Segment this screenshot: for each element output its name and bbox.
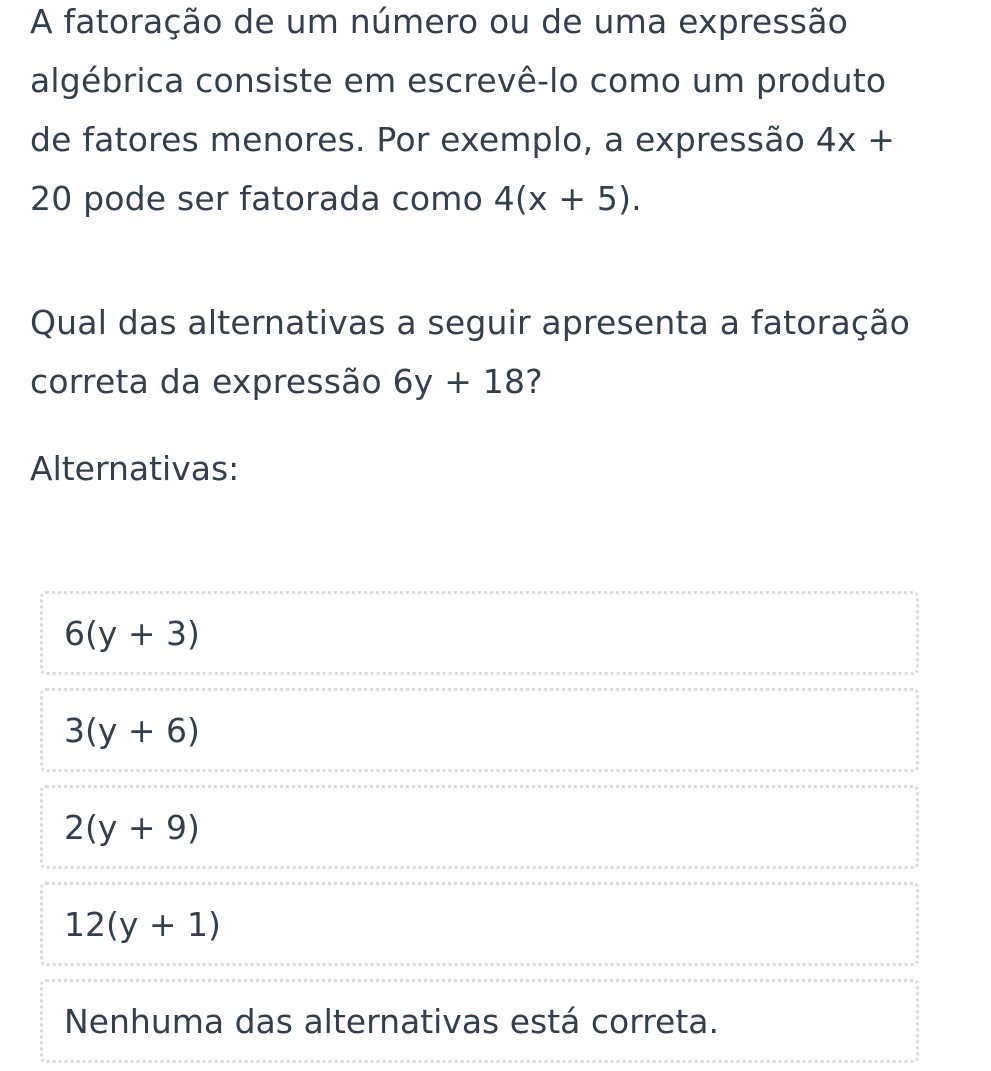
alternative-option-3[interactable]: 2(y + 9) — [40, 785, 919, 869]
question-prompt-text: Qual das alternativas a seguir apresenta a fatoração correta da expressão 6y + 18? — [30, 303, 911, 401]
question-body — [30, 0, 930, 498]
alternative-option-5[interactable]: Nenhuma das alternativas está correta. — [40, 979, 919, 1063]
alternatives-heading: Alternativas: — [30, 449, 240, 488]
alternative-option-2[interactable]: 3(y + 6) — [40, 688, 919, 772]
alternatives-list — [40, 591, 919, 1063]
alternative-option-4[interactable]: 12(y + 1) — [40, 882, 919, 966]
question-intro-text: A fatoração de um número ou de uma expressão algébrica consiste em escrevê-lo como um produto de fatores menores. Por exemplo, a expressão 4x + 20 pode ser fatorada como 4(x + 5). — [30, 2, 896, 218]
alternative-option-1[interactable]: 6(y + 3) — [40, 591, 919, 675]
